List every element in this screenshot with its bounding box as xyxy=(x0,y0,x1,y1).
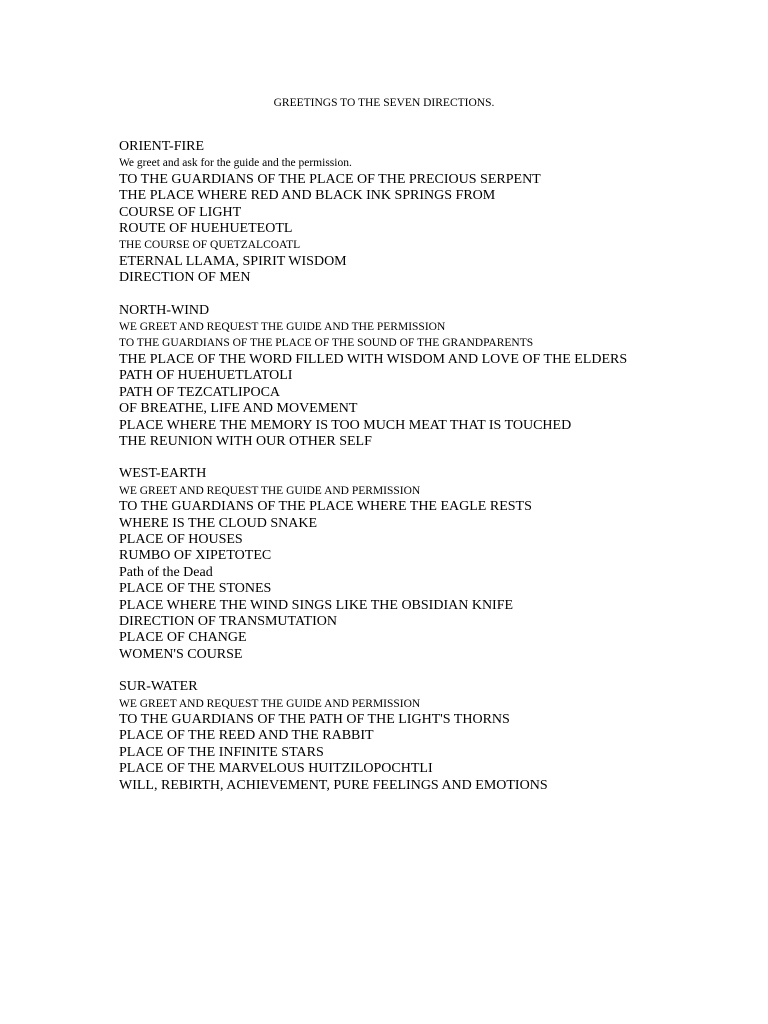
text-line: WE GREET AND REQUEST THE GUIDE AND THE PERMISSION xyxy=(119,321,446,334)
text-line: PATH OF HUEHUETLATOLI xyxy=(119,368,293,384)
section-heading: WEST-EARTH xyxy=(119,466,207,482)
text-line: THE REUNION WITH OUR OTHER SELF xyxy=(119,433,372,449)
text-line: PLACE OF HOUSES xyxy=(119,531,243,547)
text-line: PATH OF TEZCATLIPOCA xyxy=(119,384,281,400)
section-heading: ORIENT-FIRE xyxy=(119,139,205,154)
text-line: RUMBO OF XIPETOTEC xyxy=(119,548,272,564)
direction-section xyxy=(119,466,749,663)
text-line: TO THE GUARDIANS OF THE PLACE OF THE SOUND OF THE GRANDPARENTS xyxy=(119,337,534,350)
text-line: DIRECTION OF TRANSMUTATION xyxy=(119,613,337,629)
text-line: WILL, REBIRTH, ACHIEVEMENT, PURE FEELINGS AND EMOTIONS xyxy=(119,777,548,793)
text-line: PLACE OF THE REED AND THE RABBIT xyxy=(119,728,374,744)
document-body xyxy=(119,139,749,810)
text-line: Path of the Dead xyxy=(119,564,213,580)
text-line: TO THE GUARDIANS OF THE PLACE WHERE THE EAGLE RESTS xyxy=(119,499,532,515)
document-title: GREETINGS TO THE SEVEN DIRECTIONS. xyxy=(273,97,495,109)
text-line: TO THE GUARDIANS OF THE PLACE OF THE PRECIOUS SERPENT xyxy=(119,171,541,187)
text-line: COURSE OF LIGHT xyxy=(119,204,242,220)
section-heading: SUR-WATER xyxy=(119,679,198,695)
text-line: DIRECTION OF MEN xyxy=(119,270,251,286)
direction-section xyxy=(119,679,749,794)
text-line: PLACE OF THE INFINITE STARS xyxy=(119,744,324,760)
text-line: PLACE OF THE STONES xyxy=(119,581,272,597)
text-line: TO THE GUARDIANS OF THE PATH OF THE LIGHT'S THORNS xyxy=(119,712,510,727)
text-line: WHERE IS THE CLOUD SNAKE xyxy=(119,515,318,531)
text-line: THE PLACE WHERE RED AND BLACK INK SPRINGS FROM xyxy=(119,188,496,204)
text-line: OF BREATHE, LIFE AND MOVEMENT xyxy=(119,401,358,417)
text-line: THE PLACE OF THE WORD FILLED WITH WISDOM AND LOVE OF THE ELDERS xyxy=(119,351,628,367)
text-line: ETERNAL LLAMA, SPIRIT WISDOM xyxy=(119,253,347,269)
text-line: WE GREET AND REQUEST THE GUIDE AND PERMISSION xyxy=(119,697,421,710)
text-line: THE COURSE OF QUETZALCOATL xyxy=(119,239,301,252)
text-line: WE GREET AND REQUEST THE GUIDE AND PERMISSION xyxy=(119,484,421,497)
text-line: PLACE OF THE MARVELOUS HUITZILOPOCHTLI xyxy=(119,761,433,777)
section-heading: NORTH-WIND xyxy=(119,302,210,318)
text-line: We greet and ask for the guide and the permission. xyxy=(119,157,352,170)
text-line: PLACE WHERE THE WIND SINGS LIKE THE OBSIDIAN KNIFE xyxy=(119,597,514,613)
text-line: PLACE WHERE THE MEMORY IS TOO MUCH MEAT THAT IS TOUCHED xyxy=(119,417,572,433)
text-line: PLACE OF CHANGE xyxy=(119,630,247,646)
text-line: WOMEN'S COURSE xyxy=(119,646,243,662)
direction-section xyxy=(119,139,749,287)
text-line: ROUTE OF HUEHUETEOTL xyxy=(119,221,293,237)
direction-section xyxy=(119,303,749,451)
